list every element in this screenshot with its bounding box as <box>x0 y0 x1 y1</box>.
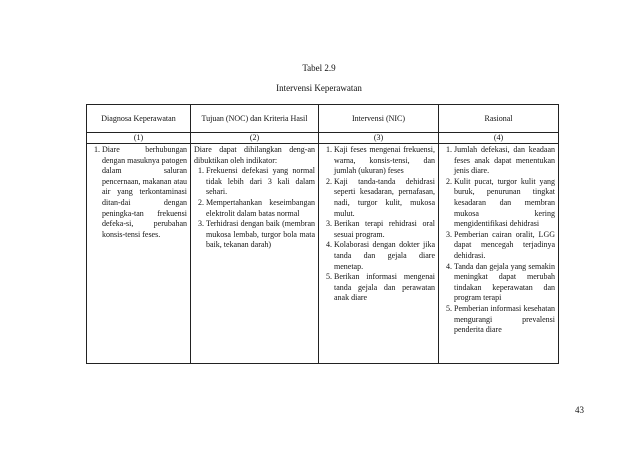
header-tujuan: Tujuan (NOC) dan Kriteria Hasil <box>191 105 319 133</box>
list-item: 1. Frekuensi defekasi yang normal tidak lebih dari 3 kali dalam sehari. <box>206 166 315 198</box>
header-diagnosa: Diagnosa Keperawatan <box>87 105 191 133</box>
diagnosa-cell <box>87 144 191 364</box>
list-item: 1. Kaji feses mengenai frekuensi, warna, konsis-tensi, dan jumlah (ukuran) feses <box>334 145 435 177</box>
list-item: 1. Diare berhubungan dengan masuknya patogen dalam saluran pencernaan, makanan atau air yang terkontaminasi ditan-dai dengan peningka-tan frekuensi defeka-si, perubahan konsis-tensi feses. <box>102 145 187 240</box>
table-caption: Tabel 2.9 <box>302 63 336 73</box>
column-number: (1) <box>87 133 191 144</box>
header-intervensi: Intervensi (NIC) <box>319 105 439 133</box>
list-item: 1. Jumlah defekasi, dan keadaan feses anak dapat menentukan jenis diare. <box>454 145 555 177</box>
intervensi-cell <box>319 144 439 364</box>
column-number: (2) <box>191 133 319 144</box>
tujuan-cell <box>191 144 319 364</box>
list-item: 3. Pemberian cairan oralit, LGG dapat mencegah terjadinya dehidrasi. <box>454 230 555 262</box>
tujuan-intro: Diare dapat dihilangkan deng-an dibuktikan oleh indikator: <box>194 145 315 165</box>
intervention-table <box>86 104 559 364</box>
column-number: (3) <box>319 133 439 144</box>
page-number: 43 <box>575 405 584 415</box>
rasional-cell <box>439 144 559 364</box>
list-item: 2. Kulit pucat, turgor kulit yang buruk, penurunan tingkat kesadaran dan membran mukosa kering mengidentifikasi dehidrasi <box>454 177 555 230</box>
content-row <box>87 144 559 364</box>
list-item: 3. Berikan terapi rehidrasi oral sesuai program. <box>334 219 435 240</box>
diagnosa-list <box>90 145 187 240</box>
list-item: 2. Mempertahankan keseimbangan elektrolit dalam batas normal <box>206 198 315 219</box>
rasional-list <box>442 145 555 336</box>
list-item: 5. Berikan informasi mengenai tanda gejala dan perawatan anak diare <box>334 272 435 304</box>
list-item: 5. Pemberian informasi kesehatan mengurangi prevalensi penderita diare <box>454 304 555 336</box>
list-item: 4. Kolaborasi dengan dokter jika tanda dan gejala diare menetap. <box>334 240 435 272</box>
list-item: 3. Terhidrasi dengan baik (membran mukosa lembab, turgor bola mata baik, tekanan darah) <box>206 219 315 251</box>
column-number: (4) <box>439 133 559 144</box>
intervensi-list <box>322 145 435 304</box>
list-item: 2. Kaji tanda-tanda dehidrasi seperti kesadaran, pernafasan, nadi, turgor kulit, mukosa mulut. <box>334 177 435 219</box>
list-item: 4. Tanda dan gejala yang semakin meningkat dapat merubah tindakan keperawatan dan program terapi <box>454 262 555 304</box>
tujuan-list <box>194 166 315 251</box>
header-rasional: Rasional <box>439 105 559 133</box>
header-row <box>87 105 559 133</box>
column-number-row <box>87 133 559 144</box>
table-subtitle: Intervensi Keperawatan <box>276 83 362 93</box>
